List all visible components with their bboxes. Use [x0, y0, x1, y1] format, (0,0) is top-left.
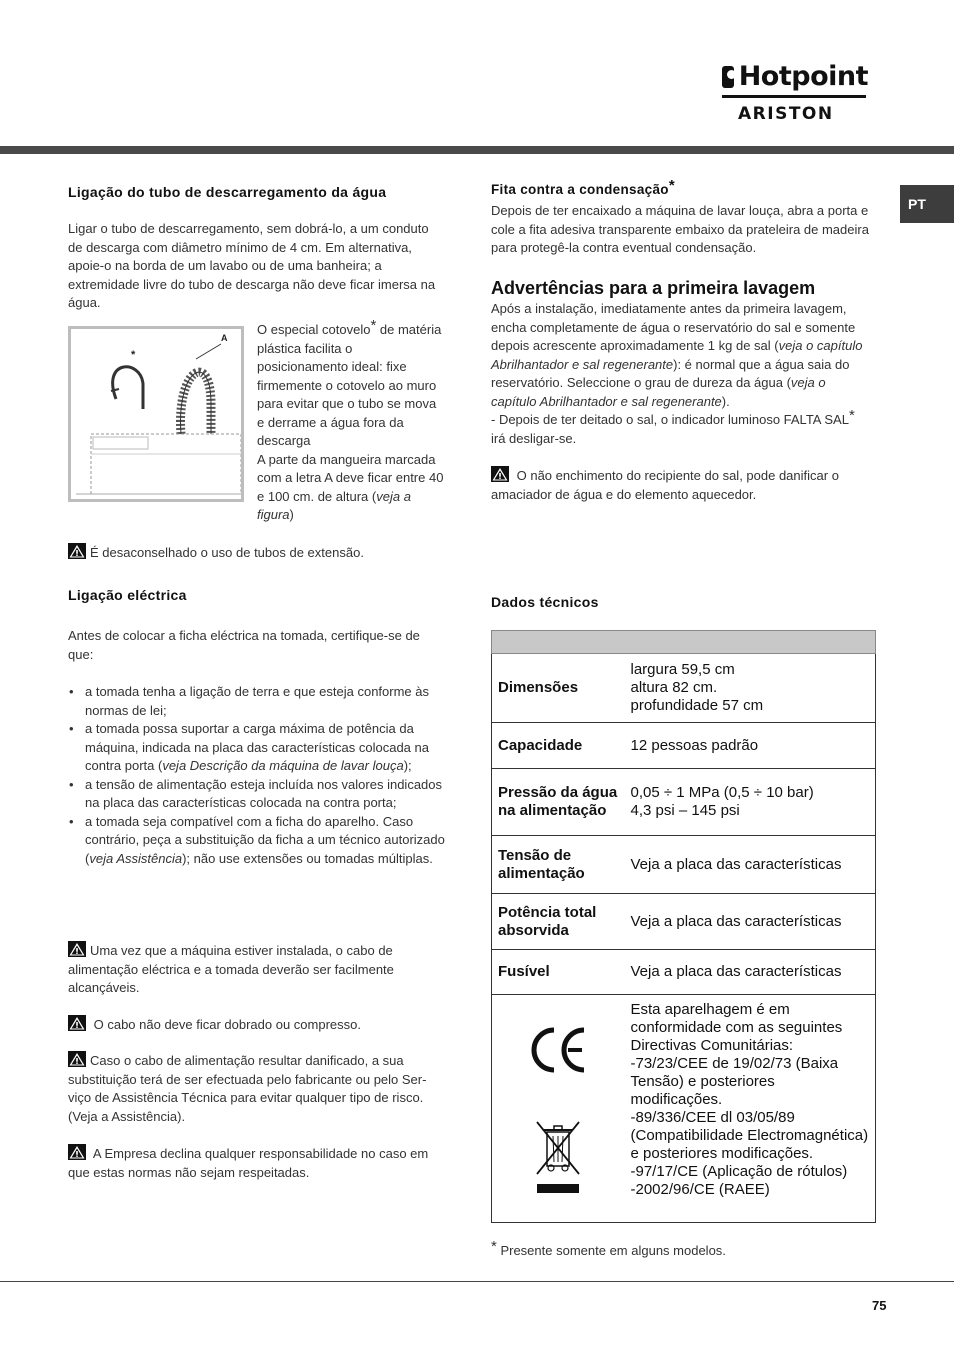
- spec-value-line: Veja a placa das características: [630, 855, 842, 873]
- spec-value-line: Veja a placa das características: [630, 912, 842, 930]
- spec-value: [625, 723, 876, 769]
- salt-warning: [491, 466, 871, 504]
- first-wash-text-4: - Depois de ter deitado o sal, o indicador luminoso FALTA SAL: [491, 412, 849, 427]
- list-item: [68, 683, 446, 720]
- spec-key: Potência total absorvida: [492, 894, 625, 950]
- hose-text-part-1: A parte da mangueira marcada com a letra A deve ficar entre 40 e 100 cm. de altura (: [257, 451, 444, 504]
- spec-value-line: Veja a placa das características: [630, 963, 842, 980]
- warning-block-1: [68, 941, 446, 998]
- warning-icon: [491, 466, 509, 482]
- spec-key: Pressão da água na alimentação: [492, 769, 625, 836]
- warning-1-text: Uma vez que a máquina estiver instalada, o cabo de alimentação eléctrica e a tomada deverão ser facilmente alcançáveis.: [68, 943, 394, 995]
- warning-block-3: [68, 1051, 446, 1126]
- tech-spec-table: [491, 630, 876, 1223]
- table-row: [492, 894, 876, 950]
- warning-icon: [68, 543, 86, 559]
- bullet-4-text-b: ); não use extensões ou tomadas múltiplas.: [182, 850, 433, 866]
- hotpoint-logo-icon: [722, 66, 734, 88]
- spec-value-line: altura 82 cm.: [630, 679, 718, 696]
- warning-3-text: Caso o cabo de alimentação resultar danificado, a sua substituição terá de ser efectuada pelo fabricante ou pelo Ser-viço de Assistência Técnica para evitar qualquer tipo de risco. (Veja a Assistência).: [68, 1053, 427, 1124]
- spec-value: [625, 894, 876, 950]
- footer-rule: [0, 1281, 954, 1282]
- bullet-3-text: a tensão de alimentação esteja incluída nos valores indicados na placa das características colocada na contra porta;: [85, 776, 443, 810]
- drain-heading: Ligação do tubo de descarregamento da água: [68, 184, 387, 200]
- spec-value-line: 4,3 psi – 145 psi: [630, 802, 740, 819]
- spec-value-line: 0,05 ÷ 1 MPa (0,5 ÷ 10 bar): [630, 784, 814, 801]
- elbow-text: [257, 317, 447, 525]
- first-wash-heading: Advertências para a primeira lavagem: [491, 278, 816, 298]
- first-wash-ref-2: veja o capítulo Abrilhantador e sal regenerante: [491, 375, 826, 409]
- first-wash-text-1: Após a instalação, imediatamente antes da primeira lavagem, encha completamente de água o reservatório do sal e somente depois acrescente aproximadamente 1 kg de sal (: [491, 301, 856, 353]
- table-header-row: [492, 631, 876, 654]
- bullet-1-text: a tomada tenha a ligação de terra e que esteja conforme às normas de lei;: [85, 684, 429, 718]
- spec-value-line: 12 pessoas padrão: [630, 736, 759, 754]
- tape-heading-text: Fita contra a condensação: [491, 182, 669, 197]
- first-wash-ref-1: veja o capítulo Abrilhantador e sal regenerante: [491, 338, 863, 372]
- spec-value: [625, 836, 876, 894]
- table-row: [492, 950, 876, 995]
- drain-hose-illustration: [71, 329, 241, 499]
- spec-value-line: profundidade 57 cm: [630, 697, 764, 714]
- table-row: [492, 723, 876, 769]
- extension-warning: [68, 543, 448, 563]
- list-item: [68, 813, 446, 869]
- table-header-cell: [492, 631, 876, 654]
- drain-text: Ligar o tubo de descarregamento, sem dobrá-lo, a um conduto de descarga com diâmetro mínimo de 4 cm. Em alternativa, apoie-o na borda de um lavabo ou de uma banheira; a extremidade livre do tubo de descarga não deve ficar imersa na água.: [68, 221, 436, 310]
- hose-text-part-2: ): [289, 507, 294, 522]
- table-row: [492, 836, 876, 894]
- table-row: [492, 654, 876, 723]
- brand-name-bottom: ARISTON: [738, 104, 834, 124]
- spec-value: [625, 769, 876, 836]
- salt-warning-text: O não enchimento do recipiente do sal, pode danificar o amaciador de água e do elemento aquecedor.: [491, 468, 839, 502]
- bullet-2-text-a: a tomada possa suportar a carga máxima de potência da máquina, indicada na placa das características colocada na contra porta (: [85, 721, 429, 773]
- figure-label-a: A: [221, 333, 228, 343]
- spec-key: Capacidade: [492, 723, 625, 769]
- table-row: [492, 769, 876, 836]
- brand-name-top: Hotpoint: [738, 61, 868, 92]
- elbow-star: *: [370, 317, 377, 334]
- electrical-checklist: [68, 683, 446, 868]
- elbow-text-part-1: O especial cotovelo: [257, 322, 371, 337]
- electrical-intro: Antes de colocar a ficha eléctrica na tomada, certifique-se de que:: [68, 628, 420, 662]
- spec-key: Fusível: [492, 950, 625, 995]
- first-wash-text-3: ).: [721, 393, 730, 409]
- list-item: [68, 720, 446, 776]
- tech-data-heading: Dados técnicos: [491, 594, 599, 610]
- tape-star: *: [668, 177, 675, 194]
- warning-icon: [68, 1144, 86, 1160]
- tape-heading: [491, 177, 675, 197]
- list-item: [68, 776, 446, 813]
- warning-block-2: [68, 1015, 446, 1035]
- footnote-star: *: [491, 1238, 497, 1255]
- table-row: [492, 995, 876, 1223]
- elbow-text-part-2: de matéria plástica facilita o posicionamento ideal: fixe firmemente o cotovelo ao muro para evitar que o tubo se mova e derrame a água fora da descarga: [257, 322, 442, 448]
- warning-icon: [68, 941, 86, 957]
- first-wash-text-2: ): é normal que a água saia do reservatório. Seleccione o grau de dureza da água (: [491, 356, 850, 390]
- electrical-heading: Ligação eléctrica: [68, 587, 187, 603]
- warning-icon: [68, 1015, 86, 1031]
- compliance-symbols: [492, 995, 625, 1223]
- header-bar: [0, 146, 954, 154]
- weee-bin-icon: [533, 1118, 583, 1196]
- hose-figure-ref: veja a figura: [257, 488, 411, 522]
- spec-key: Tensão de alimentação: [492, 836, 625, 894]
- spec-value: [625, 950, 876, 995]
- spec-value-line: largura 59,5 cm: [630, 661, 735, 678]
- warning-4-text: A Empresa declina qualquer responsabilidade no caso em que estas normas não sejam respeitadas.: [68, 1146, 429, 1180]
- page-number: 75: [872, 1298, 887, 1313]
- warning-2-text: O cabo não deve ficar dobrado ou compresso.: [90, 1017, 361, 1032]
- first-wash-text: [491, 300, 871, 448]
- drain-hose-figure: [68, 326, 244, 502]
- hotpoint-ariston-logo: [722, 62, 868, 124]
- extension-warning-text: É desaconselhado o uso de tubos de extensão.: [90, 545, 364, 560]
- compliance-text: Esta aparelhagem é em conformidade com as seguintes Directivas Comunitárias: -73/23/CEE de 19/02/73 (Baixa Tensão) e posteriores modificações. -89/336/CEE dl 03/05/89 (Compatibilidade Electromagnética) e posteriores modificações. -97/17/CE (Aplicação de rótulos) -2002/96/CE (RAEE): [625, 995, 876, 1223]
- logo-rule: [722, 95, 866, 98]
- footnote-text: Presente somente em alguns modelos.: [496, 1243, 726, 1258]
- warning-block-4: [68, 1144, 446, 1182]
- language-tab: PT: [900, 185, 954, 223]
- first-wash-star: *: [848, 407, 855, 424]
- bullet-4-ref: veja Assistência: [89, 850, 183, 866]
- bullet-4-text-a: a tomada seja compatível com a ficha do aparelho. Caso contrário, peça a substituição da ficha a um técnico autorizado (: [85, 813, 445, 866]
- bullet-2-text-b: );: [403, 758, 412, 773]
- bullet-2-ref: veja Descrição da máquina de lavar louça: [162, 758, 404, 773]
- figure-label-star: *: [131, 349, 136, 361]
- footnote: [491, 1238, 726, 1258]
- spec-value: [625, 654, 876, 723]
- tape-text: Depois de ter encaixado a máquina de lavar louça, abra a porta e cole a fita adesiva transparente embaixo da prateleira de madeira para protegê-la contra eventual condensação.: [491, 203, 869, 255]
- ce-mark-icon: [526, 1022, 590, 1078]
- spec-key: Dimensões: [492, 654, 625, 723]
- first-wash-text-5: irá desligar-se.: [491, 430, 577, 446]
- warning-icon: [68, 1051, 86, 1067]
